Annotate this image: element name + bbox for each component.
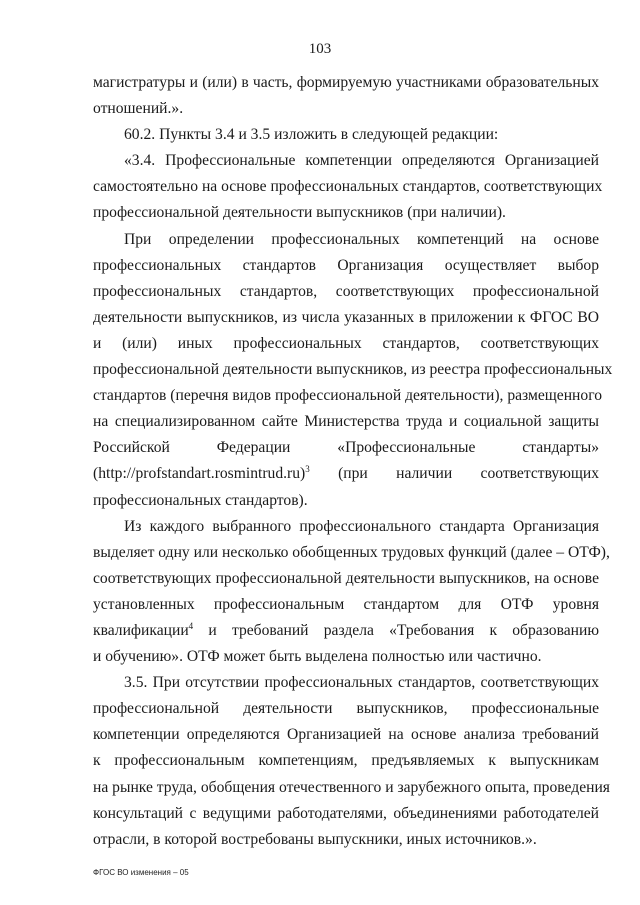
text-segment: профессиональной деятельности выпускников, профессиональные <box>93 700 599 718</box>
text-segment: и обучению». ОТФ может быть выделена полностью или частично. <box>93 648 542 666</box>
text-segment: установленных профессиональным стандартом для ОТФ уровня <box>93 595 599 613</box>
text-segment: профессиональной деятельности выпускников (при наличии). <box>93 204 506 222</box>
text-segment: профессиональных стандартов, соответствующих профессиональной <box>93 282 599 300</box>
text-line <box>93 200 599 226</box>
page-number: 103 <box>308 41 332 57</box>
text-line <box>93 644 599 670</box>
text-segment: на специализированном сайте Министерства труда и социальной защиты <box>93 413 599 431</box>
text-line <box>93 827 599 853</box>
text-segment: профессиональных стандартов). <box>93 491 308 509</box>
footnote-ref: 3 <box>305 464 310 475</box>
text-segment: При определении профессиональных компетенций на основе <box>124 230 599 248</box>
text-line <box>93 801 599 827</box>
text-segment: соответствующих профессиональной деятельности выпускников, на основе <box>93 569 599 587</box>
text-segment: 60.2. Пункты 3.4 и 3.5 изложить в следующей редакции: <box>124 126 499 144</box>
text-line <box>93 279 599 305</box>
text-line <box>93 174 603 200</box>
text-segment: профессиональной деятельности выпускников, из реестра профессиональных <box>93 361 613 379</box>
text-line <box>93 748 599 774</box>
text-segment: (http://profstandart.rosmintrud.ru) <box>93 465 306 483</box>
text-segment: 3.5. При отсутствии профессиональных стандартов, соответствующих <box>124 674 599 692</box>
text-line <box>93 331 599 357</box>
text-segment: отношений.». <box>93 100 184 118</box>
text-segment: (при наличии соответствующих <box>309 465 599 483</box>
text-line <box>93 514 599 540</box>
text-line <box>93 305 599 331</box>
text-segment: к профессиональным компетенциям, предъявляемых к выпускникам <box>93 752 599 770</box>
text-line <box>93 566 599 592</box>
text-line <box>93 696 599 722</box>
text-segment: «3.4. Профессиональные компетенции определяются Организацией <box>124 152 599 170</box>
text-line <box>93 592 599 618</box>
text-line <box>93 96 599 122</box>
text-line <box>93 70 599 96</box>
text-line <box>93 435 599 461</box>
text-line <box>93 357 613 383</box>
text-segment: самостоятельно на основе профессиональных стандартов, соответствующих <box>93 178 603 196</box>
text-segment: консультаций с ведущими работодателями, объединениями работодателей <box>93 804 599 822</box>
text-line <box>93 253 599 279</box>
text-line <box>93 722 599 748</box>
text-line <box>93 540 610 566</box>
text-segment: Российской Федерации «Профессиональные стандарты» <box>93 439 599 457</box>
text-segment: и требований раздела «Требования к образованию <box>193 621 599 639</box>
text-line <box>93 775 610 801</box>
text-segment: деятельности выпускников, из числа указанных в приложении к ФГОС ВО <box>93 308 599 326</box>
text-segment: отрасли, в которой востребованы выпускники, иных источников.». <box>93 830 537 848</box>
text-line <box>93 670 599 696</box>
text-segment: выделяет одну или несколько обобщенных трудовых функций (далее – ОТФ), <box>93 543 610 561</box>
text-line <box>93 488 599 514</box>
text-line <box>93 148 599 174</box>
text-segment: на рынке труда, обобщения отечественного и зарубежного опыта, проведения <box>93 778 610 796</box>
body-text <box>93 70 613 853</box>
footnote-ref: 4 <box>188 620 194 631</box>
text-line <box>93 461 599 487</box>
text-segment: Из каждого выбранного профессионального стандарта Организация <box>124 517 599 535</box>
text-segment: компетенции определяются Организацией на основе анализа требований <box>93 726 599 744</box>
text-segment: профессиональных стандартов Организация осуществляет выбор <box>93 256 599 274</box>
text-segment: квалификации <box>93 621 189 639</box>
text-line <box>93 383 602 409</box>
text-segment: и (или) иных профессиональных стандартов, соответствующих <box>93 334 599 352</box>
text-line <box>93 618 599 644</box>
text-line <box>93 227 599 253</box>
text-segment: стандартов (перечня видов профессиональной деятельности), размещенного <box>93 387 602 405</box>
footer-note: ФГОС ВО изменения – 05 <box>93 868 189 877</box>
text-line <box>93 122 599 148</box>
text-segment: магистратуры и (или) в часть, формируемую участниками образовательных <box>93 74 599 91</box>
text-line <box>93 409 599 435</box>
